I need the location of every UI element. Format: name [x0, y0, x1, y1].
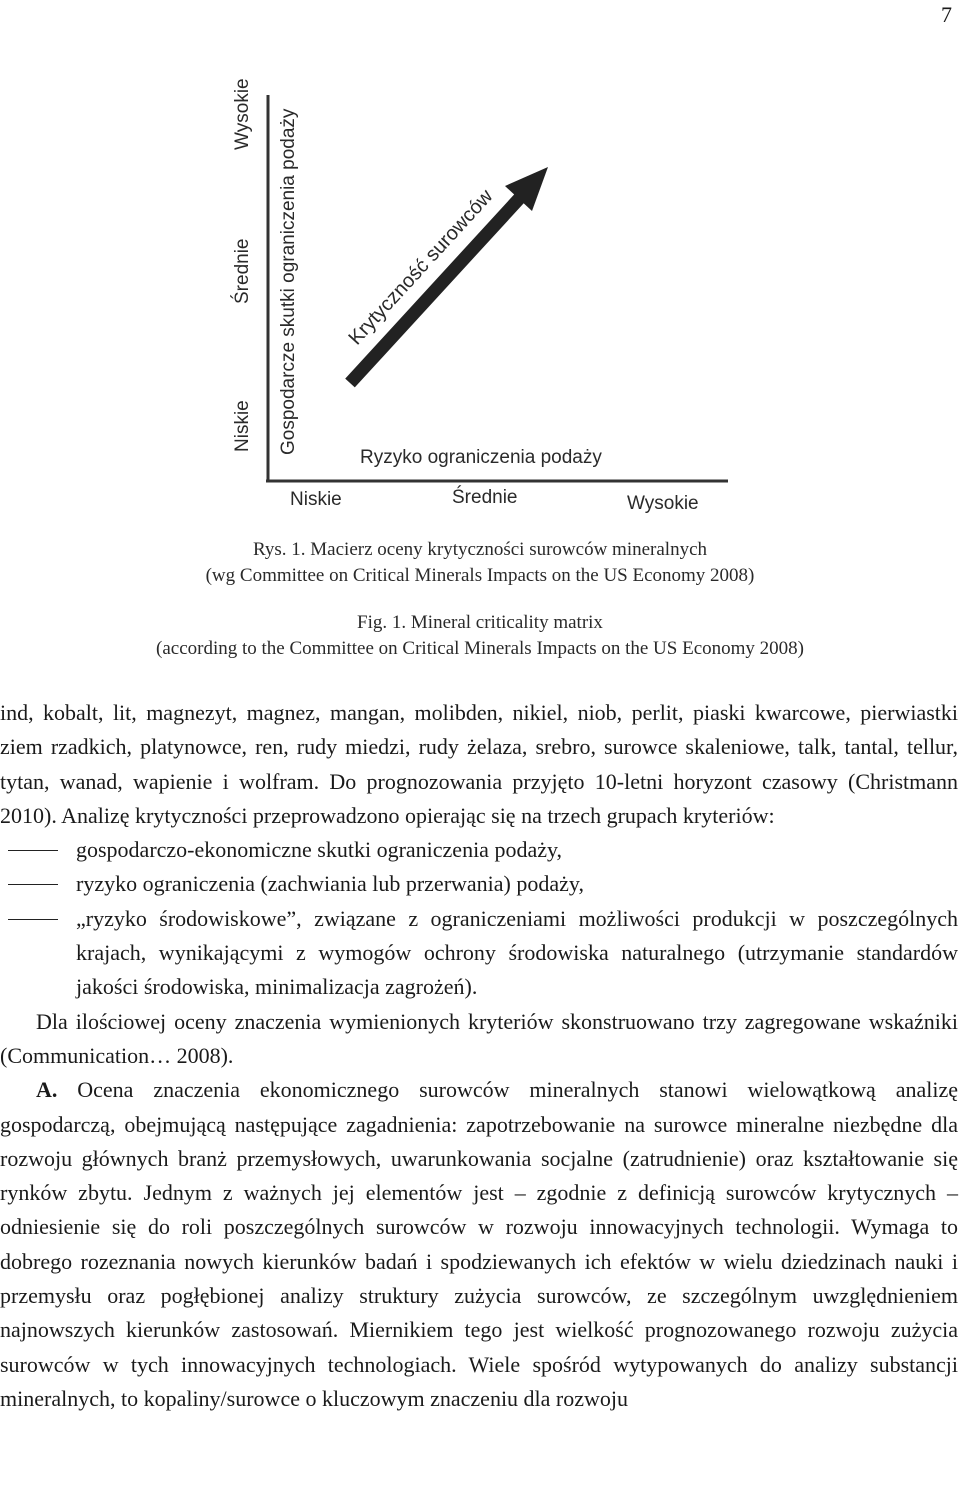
criteria-list-item [0, 867, 958, 901]
x-level-mid: Średnie [452, 487, 518, 508]
y-level-low: Niskie [232, 400, 253, 452]
criticality-arrow-shaft [350, 189, 528, 383]
caption-en-line1: Fig. 1. Mineral criticality matrix [357, 612, 603, 633]
section-a-text: Ocena znaczenia ekonomicznego surowców mineralnych stanowi wielowątkową analizę gospodarczą, obejmującą następujące zagadnienia: zapotrzebowanie na surowce mineralne niezbędne dla rozwoju głównych branż przemysłowych, uwarunkowania socjalne (zatrudnienie) oraz kształtowanie się rynków zbytu. Jednym z ważnych jej elementów jest – zgodnie z definicją surowców krytycznych – odniesienie się do roli poszczególnych surowców w rozwoju innowacyjnych technologii. Wymaga to dobrego rozeznania nowych kierunków badań i spodziewanych ich efektów w wielu dziedzinach nauki i przemysłu oraz pogłębionej analizy struktury zużycia surowców, ze szczególnym uwzględnieniem najnowszych kierunków zastosowań. Miernikiem tego jest wielkość prognozowanego rozwoju zużycia surowców w tych innowacyjnych technologiach. Wiele spośród wytypowanych do analizy substancji mineralnych, to kopaliny/surowce o kluczowym znaczeniu dla rozwoju [0, 1077, 958, 1411]
caption-pl-line2: (wg Committee on Critical Minerals Impacts on the US Economy 2008) [205, 565, 755, 586]
x-level-high: Wysokie [627, 493, 699, 514]
x-axis-title: Ryzyko ograniczenia podaży [360, 447, 602, 468]
caption-pl [0, 537, 960, 589]
y-level-mid: Średnie [232, 238, 253, 304]
list-dash [8, 884, 58, 885]
y-axis-title: Gospodarcze skutki ograniczenia podaży [278, 108, 299, 455]
caption-en [0, 610, 960, 662]
body-text [0, 696, 958, 1416]
caption-pl-line1: Rys. 1. Macierz oceny krytyczności surowców mineralnych [252, 539, 708, 560]
list-dash [8, 919, 58, 920]
arrow-label: Krytyczność surowców [344, 185, 498, 350]
paragraph-continuation: ind, kobalt, lit, magnezyt, magnez, mangan, molibden, nikiel, niob, perlit, piaski kwarcowe, pierwiastki ziem rzadkich, platynowce, ren, rudy miedzi, rudy żelaza, srebro, surowce skaleniowe, talk, tantal, tellur, tytan, wanad, wapienie i wolfram. Do prognozowania przyjęto 10-letni horyzont czasowy (Christmann 2010). Analizę krytyczności przeprowadzono opierając się na trzech grupach kryteriów: [0, 700, 958, 828]
criteria-list-item [0, 833, 958, 867]
section-a-label: A. [36, 1077, 58, 1103]
criteria-list-item-text: gospodarczo-ekonomiczne skutki ograniczenia podaży, [76, 837, 563, 863]
caption-en-line2: (according to the Committee on Critical Minerals Impacts on the US Economy 2008) [156, 638, 804, 659]
paragraph-section-a [0, 1073, 958, 1416]
list-dash [8, 850, 58, 851]
paragraph-indicators: Dla ilościowej oceny znaczenia wymienionych kryteriów skonstruowano trzy zagregowane wskaźniki (Communication… 2008). [0, 1008, 958, 1068]
page-number: 7 [941, 2, 952, 27]
criticality-matrix-figure [0, 0, 960, 530]
criteria-list-item [0, 902, 958, 1005]
criteria-list-item-text: „ryzyko środowiskowe”, związane z ograniczeniami możliwości produkcji w poszczególnych krajach, wynikającymi z wymogów ochrony środowiska naturalnego (utrzymanie standardów jakości środowiska, minimalizacja zagrożeń). [76, 905, 958, 1000]
y-level-high: Wysokie [232, 78, 253, 150]
x-level-low: Niskie [290, 489, 342, 510]
criteria-list-item-text: ryzyko ograniczenia (zachwiania lub przerwania) podaży, [76, 871, 584, 897]
